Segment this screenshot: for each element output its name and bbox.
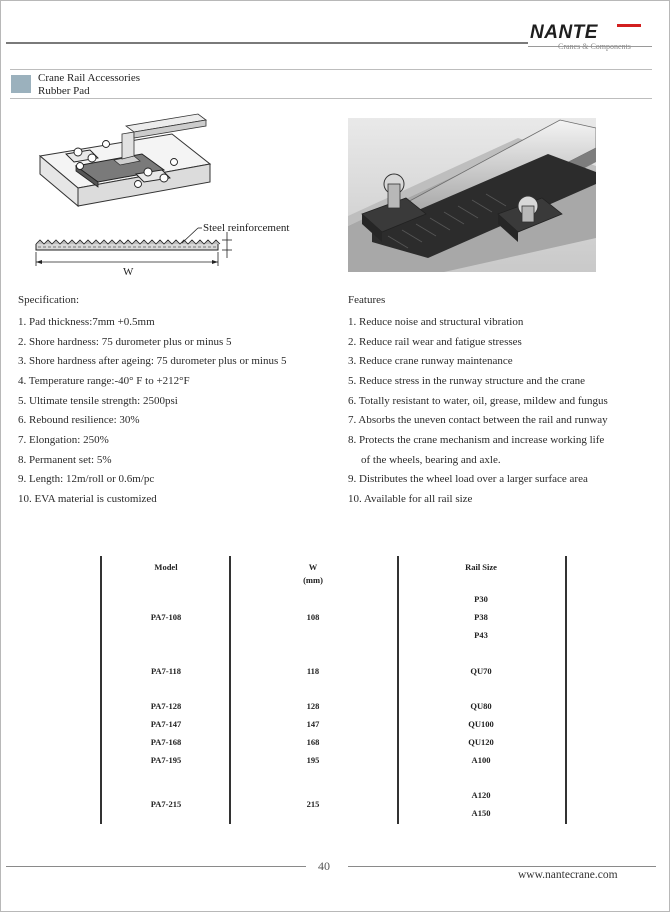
table-row-w: 118 xyxy=(306,666,320,676)
spec-item: 10. EVA material is customized xyxy=(18,493,157,505)
table-row-rail: P38 xyxy=(474,612,488,622)
table-row-model: PA7-215 xyxy=(150,799,182,809)
feature-item-continuation: of the wheels, bearing and axle. xyxy=(361,454,501,466)
table-rule xyxy=(565,556,567,824)
feature-item: 2. Reduce rail wear and fatigue stresses xyxy=(348,336,522,348)
table-row-rail: A100 xyxy=(471,755,491,765)
spec-item: 7. Elongation: 250% xyxy=(18,434,109,446)
website-link[interactable]: www.nantecrane.com xyxy=(518,869,618,881)
feature-item: 8. Protects the crane mechanism and increase working life xyxy=(348,434,605,446)
spec-item: 1. Pad thickness:7mm +0.5mm xyxy=(18,316,155,328)
features-heading: Features xyxy=(348,294,386,306)
page-number: 40 xyxy=(318,859,330,873)
footer-rule-left xyxy=(6,866,306,867)
feature-item: 6. Totally resistant to water, oil, grease, mildew and fungus xyxy=(348,395,608,407)
spec-item: 2. Shore hardness: 75 durometer plus or minus 5 xyxy=(18,336,232,348)
spec-item: 3. Shore hardness after ageing: 75 durometer plus or minus 5 xyxy=(18,355,287,367)
title-square-icon xyxy=(11,75,31,93)
specification-heading: Specification: xyxy=(18,294,80,306)
product-photo xyxy=(348,118,596,272)
table-row-rail: P43 xyxy=(474,630,488,640)
spec-item: 6. Rebound resilience: 30% xyxy=(18,414,140,426)
width-label: W xyxy=(123,266,134,278)
table-row-rail: QU70 xyxy=(470,666,492,676)
table-row-model: PA7-147 xyxy=(150,719,182,729)
footer-rule-right xyxy=(348,866,656,867)
title-rule-bottom xyxy=(10,98,652,99)
table-row-w: 108 xyxy=(306,612,320,622)
feature-item: 9. Distributes the wheel load over a larger surface area xyxy=(348,473,588,485)
table-row-rail: QU120 xyxy=(468,737,494,747)
feature-item: 5. Reduce stress in the runway structure and the crane xyxy=(348,375,586,387)
header-model: Model xyxy=(154,562,178,572)
table-rule xyxy=(100,556,102,824)
table-row-w: 147 xyxy=(306,719,320,729)
steel-reinforcement-label: Steel reinforcement xyxy=(203,222,290,234)
table-row-model: PA7-195 xyxy=(150,755,182,765)
table-row-w: 168 xyxy=(306,737,320,747)
nante-logo xyxy=(530,22,655,52)
table-row-rail: A150 xyxy=(471,808,491,818)
table-row-rail: QU80 xyxy=(470,701,492,711)
table-row-model: PA7-128 xyxy=(150,701,182,711)
table-rule xyxy=(229,556,231,824)
section-subtitle: Rubber Pad xyxy=(38,85,90,97)
header-rail-size: Rail Size xyxy=(465,562,497,572)
logo-text: NANTE xyxy=(530,22,598,43)
table-row-model: PA7-168 xyxy=(150,737,182,747)
logo-accent-mark xyxy=(617,24,641,27)
table-row-rail: QU100 xyxy=(468,719,494,729)
table-row-rail: A120 xyxy=(471,790,491,800)
section-title: Crane Rail Accessories xyxy=(38,72,141,84)
spec-item: 5. Ultimate tensile strength: 2500psi xyxy=(18,395,178,407)
table-row-w: 215 xyxy=(306,799,320,809)
table-row-w: 195 xyxy=(306,755,320,765)
header-rule xyxy=(6,42,528,44)
table-row-model: PA7-108 xyxy=(150,612,182,622)
spec-item: 4. Temperature range:-40° F to +212°F xyxy=(18,375,190,387)
feature-item: 1. Reduce noise and structural vibration xyxy=(348,316,524,328)
rubber-pad-drawing xyxy=(22,112,322,284)
table-row-model: PA7-118 xyxy=(150,666,182,676)
feature-item: 10. Available for all rail size xyxy=(348,493,473,505)
table-row-rail: P30 xyxy=(474,594,488,604)
title-rule-top xyxy=(10,69,652,70)
feature-item: 3. Reduce crane runway maintenance xyxy=(348,355,513,367)
spec-item: 8. Permanent set: 5% xyxy=(18,454,112,466)
logo-tagline: Cranes & Components xyxy=(558,42,631,51)
table-rule xyxy=(397,556,399,824)
table-row-w: 128 xyxy=(306,701,320,711)
header-w: W xyxy=(308,562,318,572)
feature-item: 7. Absorbs the uneven contact between the rail and runway xyxy=(348,414,608,426)
model-table xyxy=(100,556,568,824)
spec-item: 9. Length: 12m/roll or 0.6m/pc xyxy=(18,473,155,485)
header-w-unit: (mm) xyxy=(303,575,323,585)
